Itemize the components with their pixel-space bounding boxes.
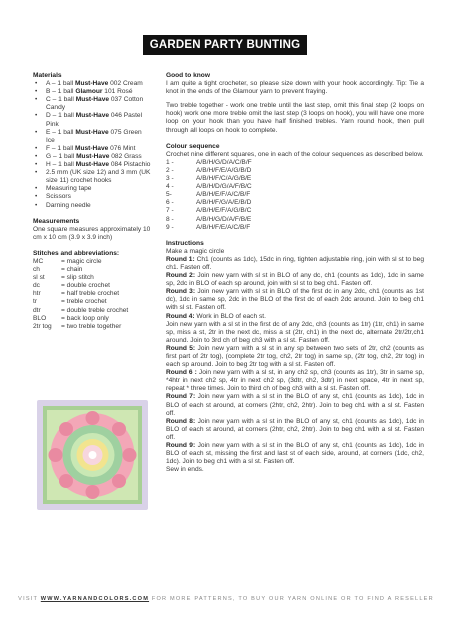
abbreviation-row: MC = magic circle [33, 257, 102, 265]
sequence-row: 8 - A/B/H/G/D/A/F/B/E [166, 215, 252, 223]
round-3: Round 3: Join new yarn with sl st in BLO of the first dc in any 2dc, ch1 (counts as 1st dc), 1dc in same sp, 2dc in the BLO of the first dc of each 2dc around. Join to beg ch1 with sl st. Fasten off. [166, 288, 424, 312]
round-9: Round 9: Join new yarn with a sl st in the BLO of any st, ch1 (counts as 1dc), 1dc in BLO of each st, missing the first and last st of each side, around, at corners (1dc, ch2, 1dc). Join to beg ch1 with a sl st. Fasten off. Sew in ends. [166, 442, 424, 474]
list-item: • G – 1 ball Must-Have 082 Grass [33, 153, 151, 161]
page-title: GARDEN PARTY BUNTING [143, 35, 307, 55]
instructions-heading: Instructions [166, 239, 204, 247]
colour-sequence-intro: Crochet nine different squares, one in each of the colour sequences as described below. [166, 150, 424, 158]
right-column [166, 72, 424, 474]
abbreviation-row: ch = chain [33, 266, 83, 274]
list-item: • 2.5 mm (UK size 12) and 3 mm (UK size 11) crochet hooks [33, 169, 151, 185]
abbreviations-list [33, 258, 151, 331]
abbreviation-row: 2tr tog = two treble together [33, 322, 122, 330]
abbreviation-row: dc = double crochet [33, 282, 110, 290]
list-item: • Measuring tape [33, 185, 151, 193]
abbreviation-row: htr = half treble crochet [33, 290, 120, 298]
list-item: • C – 1 ball Must-Have 037 Cotton Candy [33, 96, 151, 112]
good-to-know-heading: Good to know [166, 72, 210, 79]
abbreviation-row: sl st = slip stitch [33, 274, 94, 282]
footer-prefix: VISIT [18, 596, 41, 602]
materials-heading: Materials [33, 72, 62, 79]
instructions-intro: Make a magic circle [166, 247, 225, 255]
sequence-row: 2 - A/B/H/F/E/A/G/B/D [166, 166, 252, 174]
colour-sequence-list [166, 159, 424, 232]
left-column [33, 72, 151, 331]
footer [0, 596, 452, 602]
sequence-row: 9 - A/B/H/F/E/A/C/B/F [166, 223, 251, 231]
abbreviation-row: dtr = double treble crochet [33, 306, 129, 314]
sequence-row: 7 - A/B/H/E/F/A/G/B/C [166, 207, 252, 215]
round-8: Round 8: Join new yarn with a sl st in the BLO of any st, ch1 (counts as 1dc), 1dc in BLO of each st around, at corners (2htr, ch2, 2htr). Join to beg ch1 with a sl st. Fasten off. [166, 417, 424, 441]
list-item: • H – 1 ball Must-Have 084 Pistachio [33, 161, 151, 169]
materials-list [33, 80, 151, 210]
list-item: • B – 1 ball Glamour 101 Rosé [33, 88, 151, 96]
sequence-row: 6 - A/B/H/F/G/A/E/B/D [166, 199, 252, 207]
list-item: • Darning needle [33, 202, 151, 210]
round-5: Round 5: Join new yarn with a sl st in any sp between two sets of 2tr, ch2 (counts as first part of 2tr tog), (complete 2tr tog, ch2, 2tr tog) in same sp, (2tr tog, ch2, 2tr tog) in each sp around. Join to beg 2tr tog with a sl st. Fasten off. [166, 344, 424, 369]
abbreviation-row: BLO = back loop only [33, 314, 109, 322]
abbreviation-row: tr = treble crochet [33, 298, 107, 306]
list-item: • E – 1 ball Must-Have 075 Green Ice [33, 129, 151, 145]
footer-suffix: FOR MORE PATTERNS, TO BUY OUR YARN ONLINE OR TO FIND A RESELLER [149, 596, 434, 602]
sequence-row: 3 - A/B/H/F/C/A/G/B/E [166, 175, 252, 183]
list-item: • A – 1 ball Must-Have 002 Cream [33, 80, 151, 88]
round-6: Round 6 : Join new yarn with a sl st, in any ch2 sp, ch3 (counts as 1tr), 3tr in same sp, *4htr in next ch2 sp, 4tr in next ch2 sp, (3dtr, ch2, 3dtr) in next space, 4tr in next sp, repeat * three times. Join to third ch of beg ch3 with a sl st. Fasten off. [166, 369, 424, 393]
round-7: Round 7: Join new yarn with a sl st in the BLO of any st, ch1 (counts as 1dc), 1dc in BLO of each st around, at corners (2htr, ch2, 2htr). Join to beg ch1 with a sl st. Fasten off. [166, 393, 424, 417]
colour-sequence-heading: Colour sequence [166, 142, 220, 150]
measurements-heading: Measurements [33, 217, 80, 225]
measurements-text: One square measures approximately 10 cm x 10 cm (3.9 x 3.9 inch) [33, 225, 151, 241]
sequence-row: 5- A/B/H/E/F/A/C/B/F [166, 191, 251, 199]
round-2: Round 2: Join new yarn with sl st in BLO of any dc, ch1 (counts as 1dc), 1dc in same sp, 2dc in BLO of each sp around, join with sl st to beg ch1. Fasten off. [166, 272, 424, 288]
round-1: Round 1: Ch1 (counts as 1dc), 15dc in ring, tighten adjustable ring, join with sl st to beg ch1. Fasten off. [166, 255, 424, 271]
round-4: Round 4: Work in BLO of each st. Join new yarn with a sl st in the first dc of any 2dc, ch3 (counts as 1tr) (1tr, ch1) in same sp, miss a st, 2tr in the next dc, miss a st (2tr, ch1) in the next dc, alternate 2tr/2tr,ch1 around. Join to 3rd ch of beg ch3 with a sl st. Fasten off. [166, 312, 424, 344]
sequence-row: 4 - A/B/H/D/G/A/F/B/C [166, 183, 252, 191]
abbreviations-heading: Stitches and abbreviations: [33, 249, 120, 257]
list-item: • F – 1 ball Must-Have 076 Mint [33, 145, 151, 153]
good-to-know-text: I am quite a tight crocheter, so please size down with your hook accordingly. Tip: Tie a knot in the ends of the Glamour yarn to prevent fraying. [166, 80, 424, 96]
crochet-square-photo [33, 396, 152, 514]
sequence-row: 1 - A/B/H/G/D/A/C/B/F [166, 158, 252, 166]
two-treble-together-text: Two treble together - work one treble until the last step, omit this final step (2 loops on hook) work one more treble omit the last step (3 loops on hook), you will have one more loop on your hook than you have half finished trebles. Yarn round hook, then pull through all loops on hook to complete. [166, 102, 424, 134]
list-item: • Scissors [33, 193, 151, 201]
list-item: • D – 1 ball Must-Have 046 Pastel Pink [33, 112, 151, 128]
website-link[interactable]: WWW.YARNANDCOLORS.COM [40, 596, 150, 602]
